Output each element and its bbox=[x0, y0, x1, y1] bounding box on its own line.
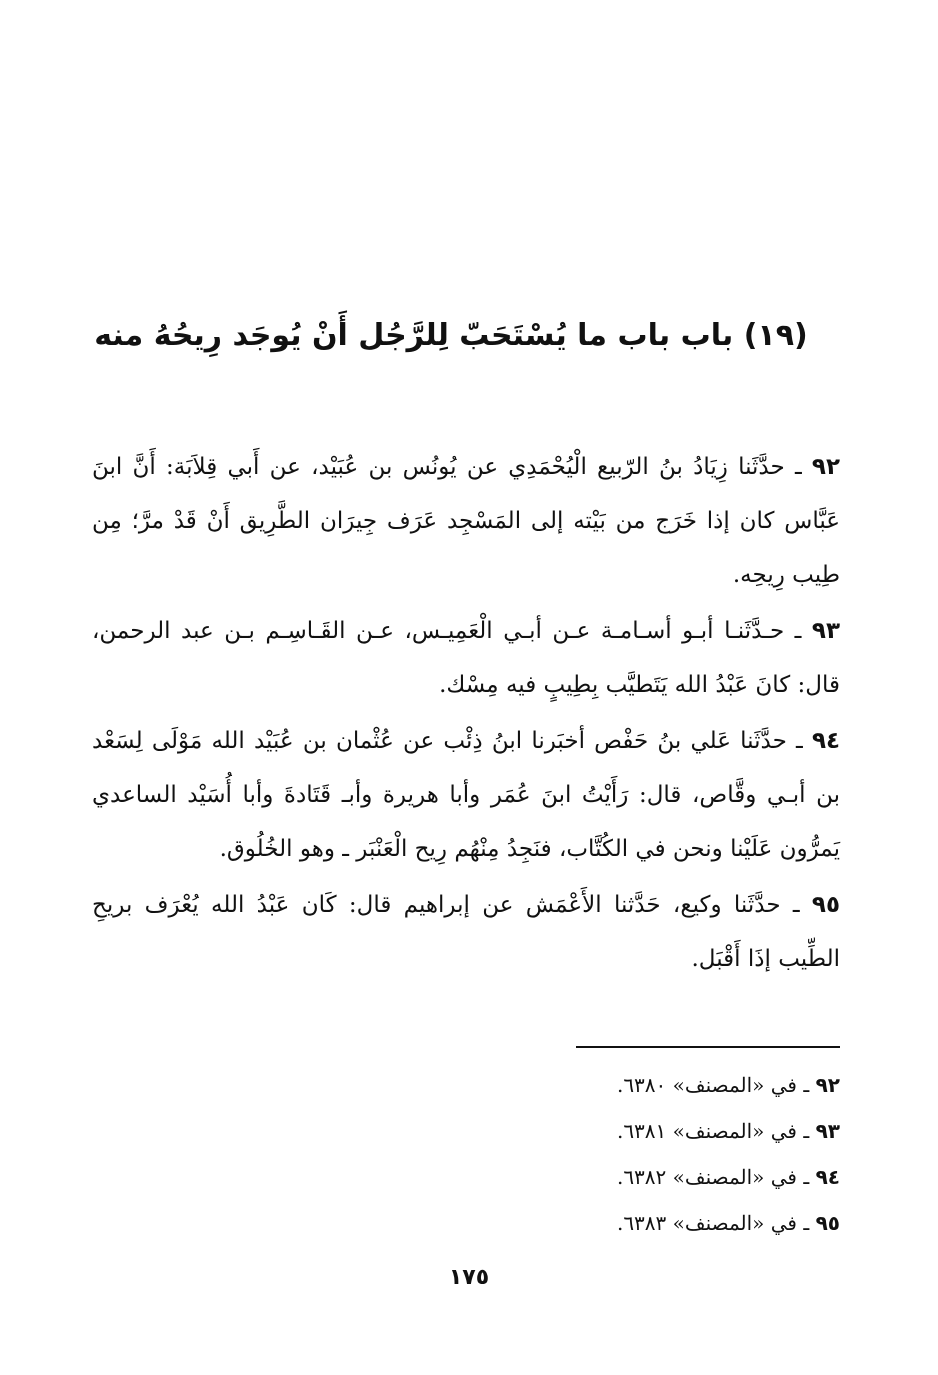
hadith-92 bbox=[92, 440, 840, 602]
footnote-93 bbox=[96, 1108, 840, 1154]
footnote-text: ـ في «المصنف» ٦٣٨٠. bbox=[616, 1073, 810, 1097]
footnote-94 bbox=[96, 1154, 840, 1200]
hadith-number: ٩٢ bbox=[811, 454, 840, 480]
hadith-94 bbox=[92, 714, 840, 876]
footnotes bbox=[96, 1046, 840, 1246]
footnote-text: ـ في «المصنف» ٦٣٨١. bbox=[616, 1119, 810, 1143]
hadith-text: ـ حـدَّثَنـا أبـو أسـامـة عـن أبـي الْعَمِيـس، عـن القَـاسِـم بـن عبد الرحمن، قال: كانَ عَبْدُ الله يَتَطيَّب بِطِيبٍ فيه مِسْك. bbox=[92, 618, 840, 698]
hadith-number: ٩٥ bbox=[811, 892, 840, 918]
hadith-95 bbox=[92, 878, 840, 986]
hadith-93 bbox=[92, 604, 840, 712]
hadith-number: ٩٤ bbox=[811, 728, 841, 754]
footnote-92 bbox=[96, 1062, 840, 1108]
chapter-title: (١٩) باب باب ما يُسْتَحَبّ لِلرَّجُل أَنْ يُوجَد رِيحُهُ منه bbox=[94, 318, 808, 353]
footnote-text: ـ في «المصنف» ٦٣٨٢. bbox=[616, 1165, 810, 1189]
footnote-number: ٩٣ bbox=[815, 1119, 840, 1143]
footnote-number: ٩٥ bbox=[815, 1211, 840, 1235]
footnote-number: ٩٤ bbox=[815, 1165, 840, 1189]
footnote-number: ٩٢ bbox=[815, 1073, 840, 1097]
footnote-divider bbox=[576, 1046, 840, 1048]
hadith-list bbox=[92, 440, 840, 988]
hadith-text: ـ حدَّثَنا عَلي بنُ حَفْص أخبَرنا ابنُ ذِئْب عن عُثْمان بن عُبَيْد الله مَوْلَى لِسَعْد بن أبـي وقَّاص، قال: رَأَيْتُ ابنَ عُمَر وأبا هريرة وأبـ قَتَادةَ وأبا أُسَيْد الساعدي يَمرُّون عَلَيْنا ونحن في الكُتَّاب، فنَجِدُ مِنْهُم رِيح الْعَنْبَر ـ وهو الخُلُوق. bbox=[92, 728, 840, 862]
page-number: ١٧٥ bbox=[448, 1265, 490, 1290]
footnote-95 bbox=[96, 1200, 840, 1246]
hadith-text: ـ حدَّثَنا زِيَادُ بنُ الرّبيع الْيُحْمَدِي عن يُونُس بن عُبَيْد، عن أَبي قِلاَبَة: أَنَّ ابنَ عَبَّاس كان إذا خَرَج من بَيْته إلى المَسْجِد عَرَف جِيرَان الطَّرِيق أَنْ قَدْ مرَّ؛ مِن طِيب رِيحِه. bbox=[92, 454, 840, 588]
hadith-text: ـ حدَّثَنا وكيع، حَدَّثنا الأَعْمَش عن إبراهيم قال: كَان عَبْدُ الله يُعْرَف بريحِ الطِّيب إذَا أَقْبَل. bbox=[92, 892, 840, 972]
footnote-text: ـ في «المصنف» ٦٣٨٣. bbox=[616, 1211, 810, 1235]
hadith-number: ٩٣ bbox=[811, 618, 840, 644]
